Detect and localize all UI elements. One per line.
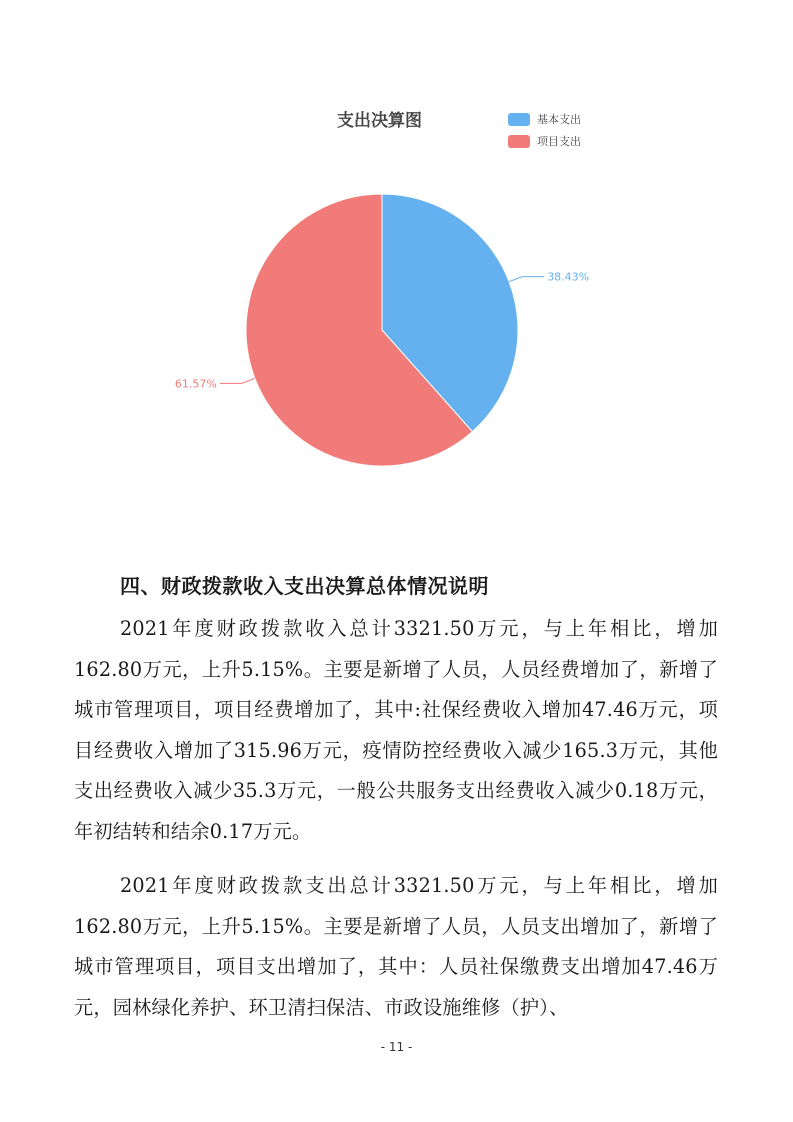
leader-line-1 bbox=[220, 378, 255, 383]
chart-title: 支出决算图 bbox=[337, 111, 422, 131]
page-number: - 11 - bbox=[380, 1040, 413, 1054]
legend-label-project: 项目支出 bbox=[537, 135, 581, 148]
paragraph-income: 2021年度财政拨款收入总计3321.50万元，与上年相比，增加162.80万元，上升5.15%。主要是新增了人员，人员经费增加了，新增了城市管理项目，项目经费增加了，其中:社保经费收入增加47.46万元，项目经费收入增加了315.96万元，疫情防控经费收入减少165.3万元，其他支出经费收入减少35.3万元，一般公共服务支出经费收入减少0.18万元，年初结转和结余0.17万元。 bbox=[74, 617, 718, 843]
pie-label-0: 38.43% bbox=[547, 270, 590, 284]
section-heading: 四、财政拨款收入支出决算总体情况说明 bbox=[120, 574, 489, 598]
pie-chart bbox=[0, 0, 793, 520]
leader-line-0 bbox=[509, 277, 544, 282]
pie-svg bbox=[0, 0, 793, 520]
legend-label-basic: 基本支出 bbox=[537, 113, 581, 126]
paragraph-expenditure: 2021年度财政拨款支出总计3321.50万元，与上年相比，增加162.80万元，上升5.15%。主要是新增了人员，人员支出增加了，新增了城市管理项目，项目支出增加了，其中：人员社保缴费支出增加47.46万元，园林绿化养护、环卫清扫保洁、市政设施维修（护）、 bbox=[74, 874, 718, 1019]
pie-label-1: 61.57% bbox=[174, 377, 217, 391]
